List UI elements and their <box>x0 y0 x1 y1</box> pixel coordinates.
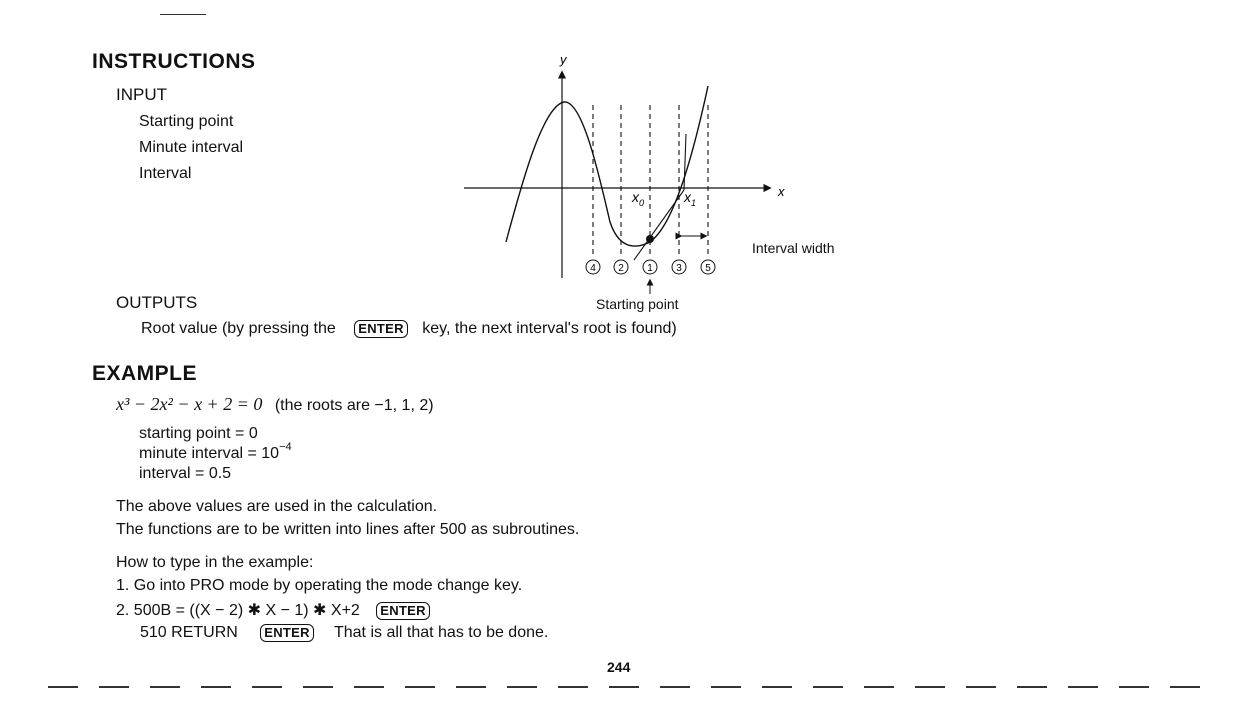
bottom-dash <box>303 686 333 688</box>
bottom-dash <box>507 686 537 688</box>
enter-key-icon-step2: ENTER <box>376 602 430 620</box>
marker-4: 4 <box>590 263 596 274</box>
example-roots-note: (the roots are −1, 1, 2) <box>274 397 434 414</box>
example-heading: EXAMPLE <box>92 362 198 385</box>
enter-key-icon-step3: ENTER <box>260 624 314 642</box>
marker-1: 1 <box>647 263 653 274</box>
example-howto: How to type in the example: <box>116 554 314 571</box>
tangent-line-upper <box>684 134 686 190</box>
bottom-dash <box>966 686 996 688</box>
example-para-1: The above values are used in the calculation. <box>116 498 438 515</box>
enter-key-icon: ENTER <box>354 320 408 338</box>
bottom-dash <box>1068 686 1098 688</box>
bottom-dash <box>660 686 690 688</box>
outputs-line <box>141 320 677 338</box>
marker-2: 2 <box>618 263 624 274</box>
starting-point-dot <box>646 235 654 243</box>
bottom-dash <box>252 686 282 688</box>
bottom-dash <box>609 686 639 688</box>
top-rule <box>160 14 206 15</box>
marker-5: 5 <box>705 263 711 274</box>
example-minute-exponent: −4 <box>279 441 292 453</box>
bottom-dash <box>354 686 384 688</box>
example-step-2: 2. 500B = ((X − 2) ✱ X − 1) ✱ X+2 <box>116 602 360 619</box>
bottom-dash <box>1017 686 1047 688</box>
bottom-dash <box>915 686 945 688</box>
bottom-dash <box>99 686 129 688</box>
outputs-text-before: Root value (by pressing the <box>141 320 336 337</box>
root-finding-diagram <box>460 50 890 310</box>
example-equation-line <box>116 394 434 415</box>
bottom-dash <box>813 686 843 688</box>
outputs-text-after: key, the next interval's root is found) <box>422 320 677 337</box>
y-axis-label: y <box>560 52 567 67</box>
bottom-dash <box>1170 686 1200 688</box>
outputs-label: OUTPUTS <box>116 293 198 312</box>
input-item-minute-interval: Minute interval <box>139 139 244 156</box>
bottom-dash <box>1119 686 1149 688</box>
x0-label: $x_0$ <box>632 189 645 208</box>
bottom-dash <box>558 686 588 688</box>
example-para-2: The functions are to be written into lines after 500 as subroutines. <box>116 521 580 538</box>
function-curve <box>506 86 708 246</box>
input-label: INPUT <box>116 85 167 104</box>
example-minute-interval: minute interval = 10 <box>139 445 280 462</box>
example-equation: x³ − 2x² − x + 2 = 0 <box>116 394 263 414</box>
x1-label: $x_1$ <box>684 189 697 208</box>
example-interval: interval = 0.5 <box>139 465 232 482</box>
page-number: 244 <box>607 659 631 675</box>
x-axis-label: x <box>778 184 785 199</box>
starting-point-label: Starting point <box>596 296 679 312</box>
bottom-dash <box>864 686 894 688</box>
example-minute-interval-line <box>139 441 292 463</box>
bottom-dash <box>150 686 180 688</box>
input-item-interval: Interval <box>139 165 192 182</box>
interval-width-label: Interval width <box>752 240 835 256</box>
bottom-dash <box>405 686 435 688</box>
bottom-dash <box>762 686 792 688</box>
instructions-heading: INSTRUCTIONS <box>92 50 256 73</box>
example-step-2-line <box>116 600 430 620</box>
input-item-starting-point: Starting point <box>139 113 234 130</box>
bottom-dash <box>711 686 741 688</box>
marker-3: 3 <box>676 263 682 274</box>
example-starting-point: starting point = 0 <box>139 425 258 442</box>
example-step-1: 1. Go into PRO mode by operating the mode change key. <box>116 577 523 594</box>
example-step-3-tail: That is all that has to be done. <box>333 624 549 641</box>
bottom-dash <box>456 686 486 688</box>
example-step-3-line <box>140 624 548 642</box>
bottom-dash <box>48 686 78 688</box>
bottom-dash <box>201 686 231 688</box>
example-step-3: 510 RETURN <box>140 624 238 641</box>
